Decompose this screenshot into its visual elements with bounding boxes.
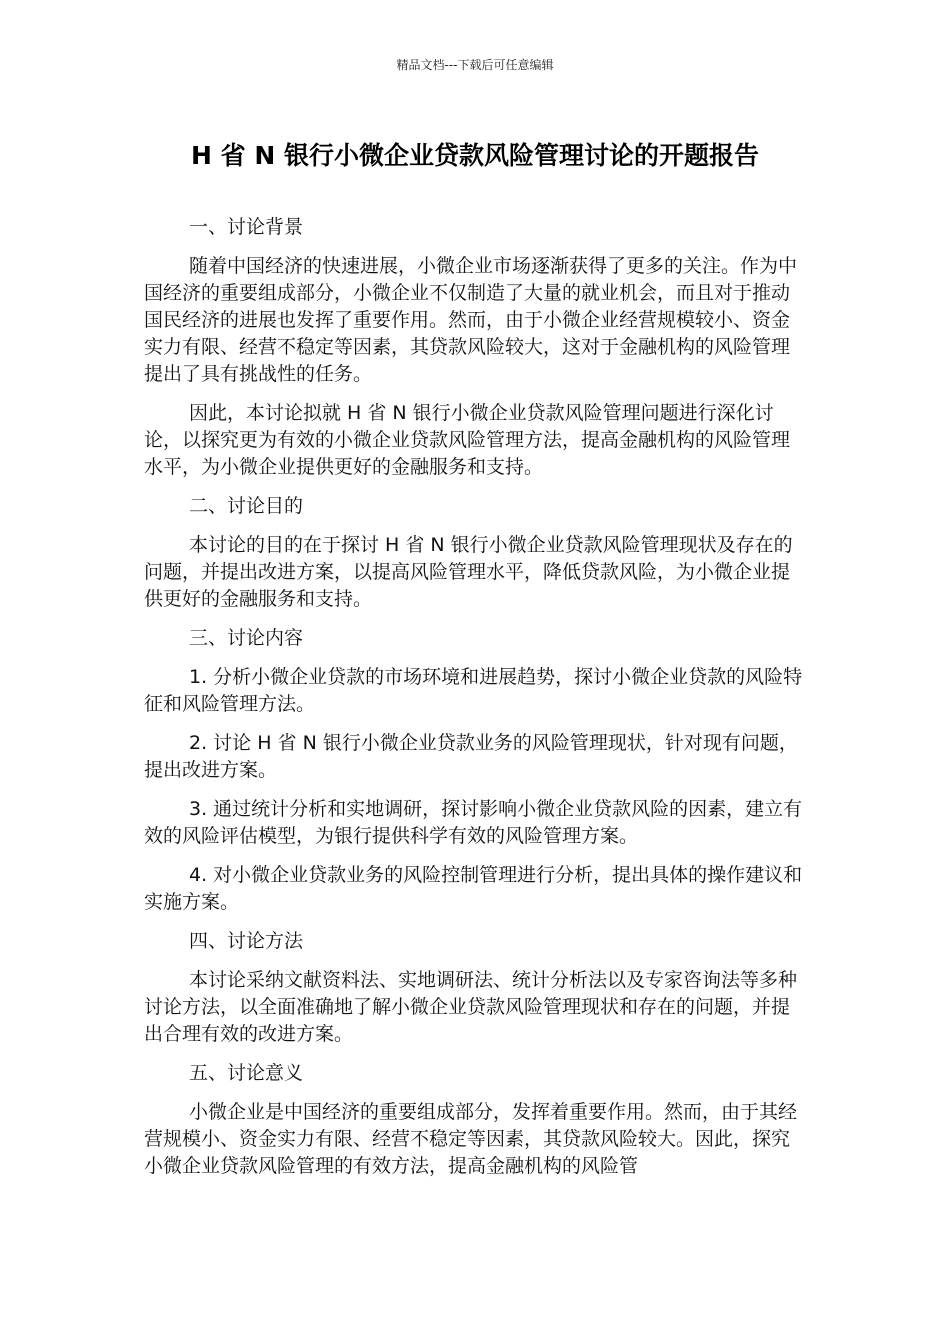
list-item: 1. 分析小微企业贷款的市场环境和进展趋势，探讨小微企业贷款的风险特征和风险管理方法。: [144, 666, 803, 715]
paragraph: 本讨论的目的在于探讨 H 省 N 银行小微企业贷款风险管理现状及存在的问题，并提出改进方案，以提高风险管理水平，降低贷款风险，为小微企业提供更好的金融服务和支持。: [144, 534, 793, 610]
header-note: 精品文档---下载后可任意编辑: [396, 58, 554, 72]
document-title: H 省 N 银行小微企业贷款风险管理讨论的开题报告: [191, 141, 759, 170]
list-item: 4. 对小微企业贷款业务的风险控制管理进行分析，提出具体的操作建议和实施方案。: [144, 864, 803, 913]
section-heading-purpose: 二、讨论目的: [189, 495, 304, 517]
document-body: [144, 214, 808, 1192]
section-heading-background: 一、讨论背景: [189, 216, 304, 238]
list-item: 3. 通过统计分析和实地调研，探讨影响小微企业贷款风险的因素，建立有效的风险评估模型，为银行提供科学有效的风险管理方案。: [144, 798, 803, 847]
list-item: 2. 讨论 H 省 N 银行小微企业贷款业务的风险管理现状，针对现有问题，提出改进方案。: [144, 732, 798, 781]
paragraph: 本讨论采纳文献资料法、实地调研法、统计分析法以及专家咨询法等多种讨论方法，以全面准确地了解小微企业贷款风险管理现状和存在的问题，并提出合理有效的改进方案。: [144, 969, 798, 1045]
section-heading-significance: 五、讨论意义: [189, 1062, 304, 1084]
paragraph: 因此，本讨论拟就 H 省 N 银行小微企业贷款风险管理问题进行深化讨论，以探究更为有效的小微企业贷款风险管理方法，提高金融机构的风险管理水平，为小微企业提供更好的金融服务和支持。: [144, 402, 791, 478]
section-heading-method: 四、讨论方法: [189, 930, 304, 952]
paragraph: 小微企业是中国经济的重要组成部分，发挥着重要作用。然而，由于其经营规模小、资金实力有限、经营不稳定等因素，其贷款风险较大。因此，探究小微企业贷款风险管理的有效方法，提高金融机构的风险管: [144, 1101, 798, 1177]
paragraph: 随着中国经济的快速进展，小微企业市场逐渐获得了更多的关注。作为中国经济的重要组成部分，小微企业不仅制造了大量的就业机会，而且对于推动国民经济的进展也发挥了重要作用。然而，由于小微企业经营规模较小、资金实力有限、经营不稳定等因素，其贷款风险较大，这对于金融机构的风险管理提出了具有挑战性的任务。: [144, 255, 798, 385]
section-heading-content: 三、讨论内容: [189, 627, 304, 649]
